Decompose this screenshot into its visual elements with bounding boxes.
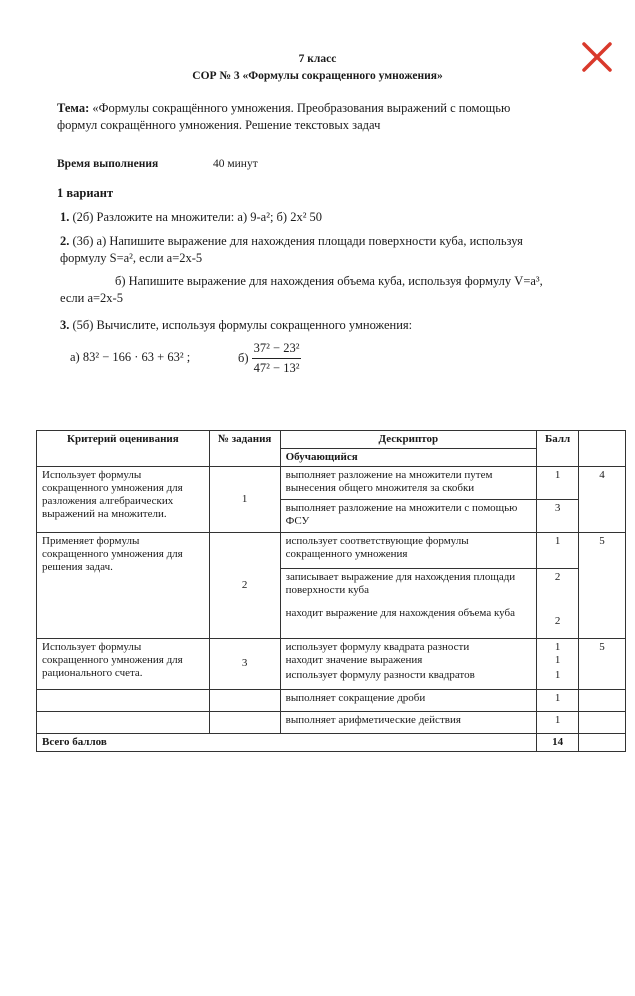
total-cell: 5 bbox=[579, 533, 626, 639]
task-3b bbox=[238, 340, 301, 377]
page-title: СОР № 3 «Формулы сокращенного умножения» bbox=[192, 70, 443, 82]
task-3b-fraction bbox=[252, 340, 302, 377]
task-2b-line-2: если a=2x-5 bbox=[60, 291, 123, 305]
score-cell: 1 bbox=[537, 639, 579, 655]
variant-heading: 1 вариант bbox=[57, 186, 114, 200]
task-2b-line-1: б) Напишите выражение для нахождения объема куба, используя формулу V=a³, bbox=[115, 274, 543, 288]
score-cell: 1 bbox=[537, 711, 579, 733]
descriptor-cell: выполняет разложение на множители путем вынесения общего множителя за скобки bbox=[280, 467, 536, 500]
total-cell-empty bbox=[579, 711, 626, 733]
score-cell: 1 bbox=[537, 689, 579, 711]
table-row bbox=[37, 689, 626, 711]
descriptor-cell: использует формулу квадрата разности bbox=[280, 639, 536, 655]
descriptor-cell: использует соответствующие формулы сокращенного умножения bbox=[280, 533, 536, 569]
total-empty-cell bbox=[579, 733, 626, 751]
total-cell: 4 bbox=[579, 467, 626, 533]
topic-line-2: формул сокращённого умножения. Решение текстовых задач bbox=[57, 118, 381, 132]
criterion-cell-empty bbox=[37, 689, 210, 711]
task-1-number: 1. bbox=[60, 210, 70, 224]
topic-label: Тема: bbox=[57, 101, 90, 115]
table-row bbox=[37, 639, 626, 655]
table-row bbox=[37, 711, 626, 733]
time-value: 40 минут bbox=[213, 158, 258, 170]
header-total-empty bbox=[579, 431, 626, 467]
topic-block bbox=[57, 100, 607, 134]
header-score: Балл bbox=[537, 431, 579, 467]
criterion-cell: Использует формулы сокращенного умножения для разложения алгебраических выражений на множители. bbox=[37, 467, 210, 533]
time-label: Время выполнения bbox=[57, 158, 159, 170]
assessment-table bbox=[36, 430, 626, 752]
score-cell: 2 bbox=[537, 569, 579, 605]
task-2a bbox=[60, 233, 610, 267]
task-3-number: 3. bbox=[60, 318, 70, 332]
header-task-no: № задания bbox=[209, 431, 280, 467]
grade-heading: 7 класс bbox=[298, 53, 337, 65]
task-3 bbox=[60, 317, 412, 334]
score-cell: 2 bbox=[537, 605, 579, 639]
header-learner: Обучающийся bbox=[280, 449, 536, 467]
table-header-row bbox=[37, 431, 626, 449]
task-3a-expression: а) 83² − 166 · 63 + 63² ; bbox=[70, 350, 191, 364]
total-label: Всего баллов bbox=[37, 733, 537, 751]
task-2a-line-1: (3б) а) Напишите выражение для нахождения площади поверхности куба, используя bbox=[72, 234, 523, 248]
criterion-cell: Применяет формулы сокращенного умножения для решения задач. bbox=[37, 533, 210, 639]
task-number-cell-empty bbox=[209, 689, 280, 711]
task-number-cell: 1 bbox=[209, 467, 280, 533]
descriptor-cell: использует формулу разности квадратов bbox=[280, 667, 536, 689]
task-1-text: (2б) Разложите на множители: а) 9-a²; б) 2x² 50 bbox=[72, 210, 323, 224]
score-cell: 3 bbox=[537, 500, 579, 533]
score-cell: 1 bbox=[537, 654, 579, 667]
task-number-cell: 3 bbox=[209, 639, 280, 690]
score-cell: 1 bbox=[537, 533, 579, 569]
task-3b-denominator: 47² − 13² bbox=[253, 361, 300, 375]
total-row bbox=[37, 733, 626, 751]
task-3-text: (5б) Вычислите, используя формулы сокращенного умножения: bbox=[72, 318, 413, 332]
descriptor-cell: находит значение выражения bbox=[280, 654, 536, 667]
header-criterion: Критерий оценивания bbox=[37, 431, 210, 467]
total-value: 14 bbox=[537, 733, 579, 751]
task-2b bbox=[60, 273, 610, 307]
total-cell-empty bbox=[579, 689, 626, 711]
score-cell: 1 bbox=[537, 467, 579, 500]
header-descriptor: Дескриптор bbox=[280, 431, 536, 449]
score-cell: 1 bbox=[537, 667, 579, 689]
total-cell: 5 bbox=[579, 639, 626, 690]
criterion-cell: Использует формулы сокращенного умножения для рационального счета. bbox=[37, 639, 210, 690]
descriptor-cell: записывает выражение для нахождения площади поверхности куба bbox=[280, 569, 536, 605]
descriptor-cell: выполняет арифметические действия bbox=[280, 711, 536, 733]
task-2a-line-2: формулу S=a², если a=2x-5 bbox=[60, 251, 203, 265]
descriptor-cell: находит выражение для нахождения объема куба bbox=[280, 605, 536, 639]
descriptor-cell: выполняет разложение на множители с помощью ФСУ bbox=[280, 500, 536, 533]
topic-line-1: «Формулы сокращённого умножения. Преобразования выражений с помощью bbox=[92, 101, 511, 115]
descriptor-cell: выполняет сокращение дроби bbox=[280, 689, 536, 711]
table-row bbox=[37, 467, 626, 500]
task-number-cell: 2 bbox=[209, 533, 280, 639]
task-3b-numerator: 37² − 23² bbox=[252, 340, 302, 359]
task-number-cell-empty bbox=[209, 711, 280, 733]
task-3b-label: б) bbox=[238, 351, 249, 365]
task-2-number: 2. bbox=[60, 234, 70, 248]
task-1 bbox=[60, 209, 322, 226]
criterion-cell-empty bbox=[37, 711, 210, 733]
table-row bbox=[37, 533, 626, 569]
